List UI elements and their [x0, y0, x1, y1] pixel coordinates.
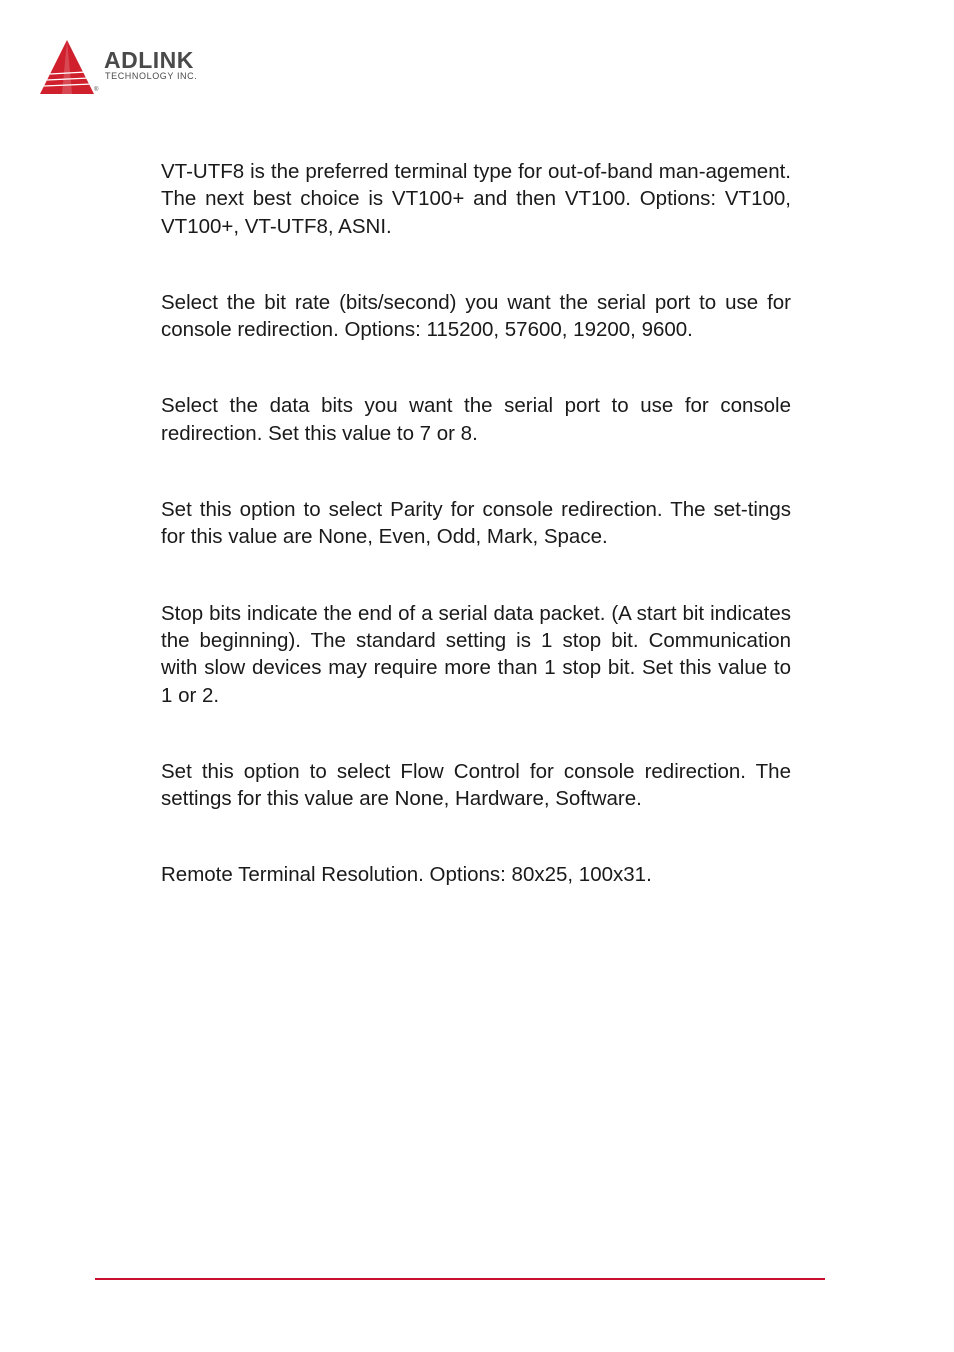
- logo-tagline: TECHNOLOGY INC.: [105, 71, 198, 81]
- bits-per-second-description: Select the bit rate (bits/second) you want the serial port to use for console redirection. Options: 115200, 57600, 19200, 9600.: [161, 290, 791, 342]
- stop-bits-description: Stop bits indicate the end of a serial data packet. (A start bit indicates the beginning). The standard setting is 1 stop bit. Communication with slow devices may require more than 1 stop bit. Set this value to 1 or 2.: [161, 601, 791, 707]
- adlink-logo: [38, 38, 238, 100]
- footer-divider: [95, 1278, 825, 1280]
- data-bits-description: Select the data bits you want the serial port to use for console redirection. Set this value to 7 or 8.: [161, 394, 791, 445]
- parity-description: Set this option to select Parity for console redirection. The set-tings for this value are None, Even, Odd, Mark, Space.: [161, 498, 791, 549]
- terminal-resolution-description: Remote Terminal Resolution. Options: 80x25, 100x31.: [161, 863, 652, 887]
- document-body: [161, 158, 791, 938]
- pyramid-logo-icon: [38, 38, 98, 98]
- registered-mark: ®: [94, 87, 99, 93]
- flow-control-description: Set this option to select Flow Control for console redirection. The settings for this value are None, Hardware, Software.: [161, 759, 791, 811]
- logo-name: ADLINK: [104, 47, 194, 73]
- terminal-type-description: VT-UTF8 is the preferred terminal type for out-of-band man-agement. The next best choice is VT100+ and then VT100. Options: VT100, VT100+, VT-UTF8, ASNI.: [161, 160, 791, 238]
